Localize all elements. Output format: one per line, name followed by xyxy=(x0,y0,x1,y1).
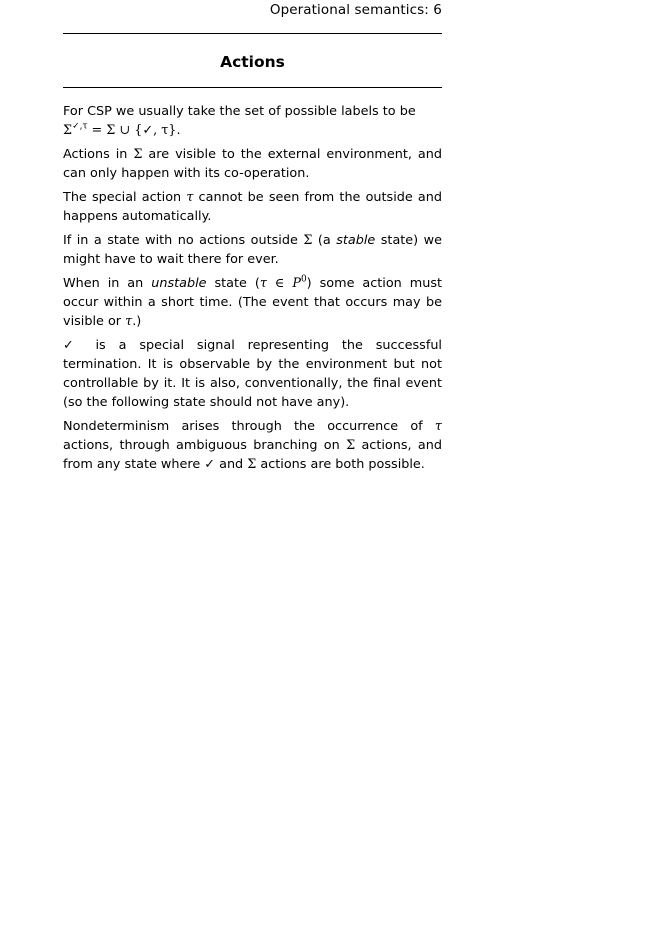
document-page xyxy=(63,0,442,479)
running-header: Operational semantics: 6 xyxy=(269,2,442,18)
label-set-formula: $\Sigma^{✓,\tau} = \Sigma$ ∪ {✓, τ} xyxy=(63,121,177,138)
paragraph-stable-state: If in a state with no actions outside Σ (a stable state) we might have to wait there for ever. xyxy=(63,233,442,267)
paragraph-labels: For CSP we usually take the set of possible labels to be $\Sigma^{✓,\tau} = \Sigma$ ∪ {✓, τ}. xyxy=(63,104,416,138)
slide-body xyxy=(63,102,442,474)
paragraph-tau-action: The special action τ cannot be seen from the outside and happens automatically. xyxy=(63,190,442,224)
paragraph-nondeterminism: Nondeterminism arises through the occurrence of τ actions, through ambiguous branching on Σ actions, and from any state where ✓ and Σ actions are both possible. xyxy=(63,419,442,472)
slide-title: Actions xyxy=(220,53,285,71)
title-rule xyxy=(63,87,442,88)
paragraph-unstable-state: When in an unstable state (τ ∈ $P^0$) some action must occur within a short time. (The event that occurs may be visible or τ.) xyxy=(63,274,442,329)
paragraph-termination: ✓ is a special signal representing the successful termination. It is observable by the environment but not controllable by it. It is also, conventionally, the final event (so the following state should not have any). xyxy=(63,338,442,410)
tick-symbol: ✓ xyxy=(63,338,83,353)
paragraph-visible-actions: Actions in Σ are visible to the external environment, and can only happen with its co-operation. xyxy=(63,147,443,181)
